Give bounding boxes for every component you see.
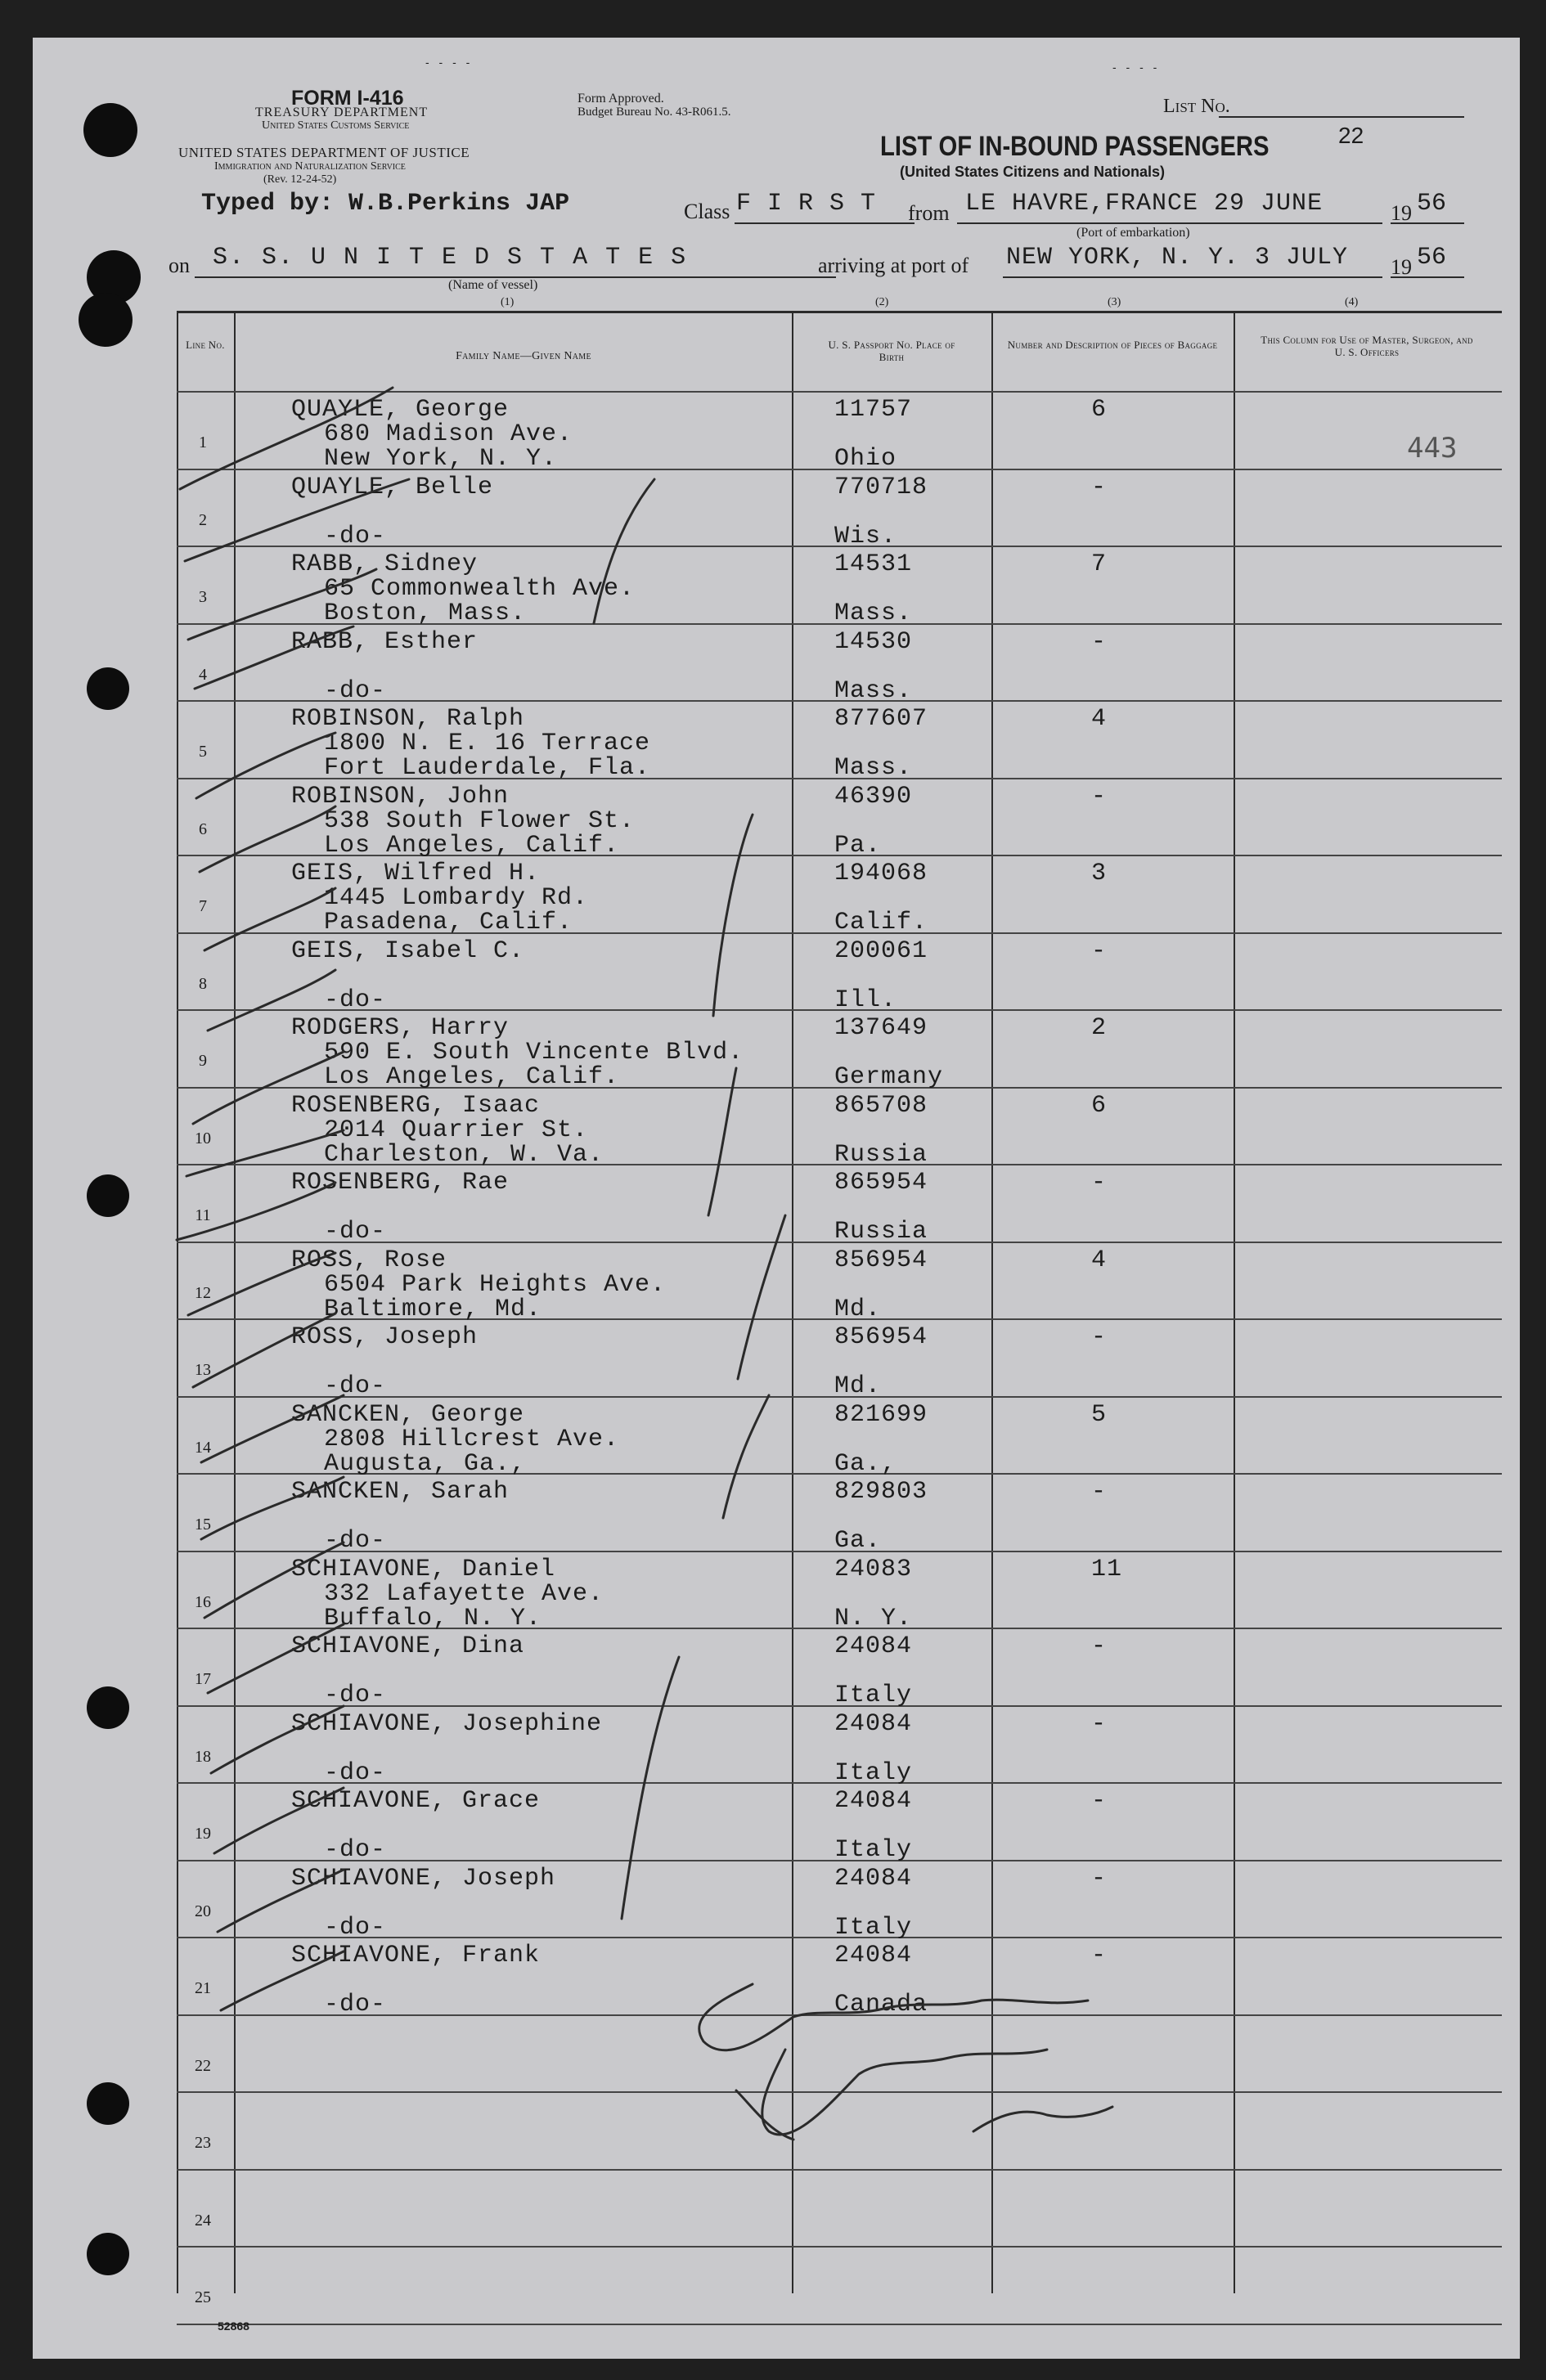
passenger-address-line1: 590 E. South Vincente Blvd.	[324, 1039, 744, 1067]
passenger-address-line2: -do-	[324, 676, 387, 705]
check-mark	[200, 806, 335, 872]
line-number: 23	[195, 2134, 211, 2152]
from-label: from	[908, 201, 950, 225]
baggage-count: -	[1091, 1709, 1108, 1738]
check-mark	[221, 1951, 344, 2010]
list-number-value: 22	[1338, 123, 1364, 148]
baggage-count: -	[1091, 1632, 1108, 1660]
passenger-address-line2: Los Angeles, Calif.	[324, 1063, 620, 1091]
passenger-name: GEIS, Wilfred H.	[291, 860, 541, 887]
check-mark	[177, 1183, 335, 1240]
passenger-address-line2: -do-	[324, 1527, 387, 1555]
check-mark	[195, 626, 353, 689]
passenger-address-line1: 538 South Flower St.	[324, 806, 636, 835]
passenger-name: ROBINSON, John	[291, 782, 510, 811]
check-mark	[214, 1788, 344, 1853]
column-number-4: (4)	[1345, 296, 1359, 308]
top-marks-right: - - - -	[1112, 61, 1161, 74]
line-number: 6	[199, 820, 207, 838]
arrival-value: NEW YORK, N. Y. 3 JULY	[1006, 244, 1349, 272]
passenger-address-line2: -do-	[324, 1218, 387, 1246]
line-number: 14	[195, 1438, 211, 1457]
check-mark	[193, 1052, 344, 1124]
passenger-address-line2: -do-	[324, 986, 387, 1014]
passenger-name: ROSENBERG, Rae	[291, 1169, 510, 1197]
baggage-count: -	[1091, 473, 1108, 501]
check-mark	[208, 1624, 344, 1693]
margin-note: 443	[1407, 432, 1458, 465]
passport-number: 24083	[834, 1555, 913, 1583]
place-of-birth: Ga.,	[834, 1449, 897, 1478]
passenger-name: SCHIAVONE, Dina	[291, 1632, 525, 1660]
line-number: 20	[195, 1902, 211, 1920]
class-value: F I R S T	[736, 190, 877, 218]
line-number: 15	[195, 1516, 211, 1534]
form-subtitle: (United States Citizens and Nationals)	[900, 164, 1166, 180]
passenger-address-line2: Buffalo, N. Y.	[324, 1604, 542, 1632]
year-value: 56	[1417, 190, 1447, 218]
passport-number: 856954	[834, 1323, 928, 1351]
passenger-address-line1: 1800 N. E. 16 Terrace	[324, 730, 651, 757]
column-header-officers: This Column for Use of Master, Surgeon, and U. S. Officers	[1261, 334, 1473, 358]
place-of-birth: Ill.	[834, 986, 897, 1014]
passport-number: 865954	[834, 1169, 928, 1197]
passenger-address-line2: Baltimore, Md.	[324, 1295, 542, 1323]
footer-code: 52868	[218, 2319, 249, 2333]
passport-number: 14531	[834, 550, 913, 578]
year-prefix: 19	[1391, 201, 1412, 225]
baggage-count: -	[1091, 782, 1108, 811]
passport-number: 821699	[834, 1400, 928, 1429]
baggage-count: -	[1091, 1864, 1108, 1893]
passport-number: 200061	[834, 936, 928, 965]
line-number: 19	[195, 1825, 211, 1843]
line-number: 16	[195, 1592, 211, 1611]
line-number: 12	[195, 1283, 211, 1302]
place-of-birth: Italy	[834, 1758, 913, 1787]
passenger-address-line2: New York, N. Y.	[324, 445, 558, 473]
vessel-caption: (Name of vessel)	[448, 278, 538, 292]
line-number: 17	[195, 1670, 211, 1688]
passport-number: 46390	[834, 782, 913, 811]
baggage-count: 4	[1091, 705, 1108, 733]
column-header-baggage: Number and Description of Pieces of Baggage	[1007, 339, 1218, 351]
check-mark	[196, 733, 335, 798]
place-of-birth: Canada	[834, 1991, 928, 2019]
line-number: 18	[195, 1747, 211, 1766]
passenger-address-line1: 65 Commonwealth Ave.	[324, 575, 636, 603]
line-number: 21	[195, 1979, 211, 1997]
passport-number: 856954	[834, 1246, 928, 1274]
passenger-name: ROBINSON, Ralph	[291, 705, 525, 733]
top-marks-left: - - - -	[425, 56, 474, 69]
baggage-count: -	[1091, 627, 1108, 656]
place-of-birth: Italy	[834, 1836, 913, 1864]
from-value: LE HAVRE,FRANCE 29 JUNE	[965, 190, 1324, 218]
passport-number: 829803	[834, 1478, 928, 1506]
check-mark	[188, 1253, 335, 1315]
passenger-name: QUAYLE, Belle	[291, 473, 494, 501]
line-number: 4	[199, 665, 207, 684]
passenger-address-line2: -do-	[324, 522, 387, 550]
vessel-value: S. S. U N I T E D S T A T E S	[213, 244, 688, 272]
line-number: 11	[195, 1206, 211, 1224]
form-number: FORM I-416	[291, 87, 404, 110]
place-of-birth: Md.	[834, 1295, 882, 1323]
place-of-birth: Wis.	[834, 522, 897, 550]
passport-number: 14530	[834, 627, 913, 656]
bracket-stroke	[738, 1215, 785, 1379]
passenger-address-line2: Boston, Mass.	[324, 599, 527, 627]
line-number: 2	[199, 510, 207, 529]
port-embarkation-caption: (Port of embarkation)	[1076, 226, 1190, 240]
place-of-birth: Mass.	[834, 599, 913, 627]
line-number: 22	[195, 2056, 211, 2075]
place-of-birth: Calif.	[834, 909, 928, 936]
bracket-stroke	[708, 1068, 736, 1215]
passenger-address-line1: 332 Lafayette Ave.	[324, 1579, 604, 1608]
column-header-passport: U. S. Passport No. Place of Birth	[828, 339, 955, 363]
list-number-label: List No.	[1163, 96, 1230, 117]
passenger-name: ROSS, Rose	[291, 1246, 447, 1274]
baggage-count: 6	[1091, 396, 1108, 424]
bracket-stroke	[594, 479, 654, 623]
baggage-count: 2	[1091, 1014, 1108, 1042]
line-number: 8	[199, 974, 207, 993]
passenger-address-line1: 2808 Hillcrest Ave.	[324, 1425, 620, 1453]
handwritten-ink	[33, 38, 1520, 2359]
passenger-name: QUAYLE, George	[291, 396, 510, 424]
baggage-count: -	[1091, 1169, 1108, 1197]
place-of-birth: N. Y.	[834, 1604, 913, 1632]
year2-prefix: 19	[1391, 255, 1412, 279]
line-number: 7	[199, 897, 207, 915]
treasury-department: TREASURY DEPARTMENT	[255, 106, 429, 119]
baggage-count: -	[1091, 1787, 1108, 1815]
baggage-count: -	[1091, 936, 1108, 965]
passport-number: 194068	[834, 860, 928, 887]
check-mark	[180, 388, 393, 489]
passport-number: 11757	[834, 396, 913, 424]
line-number: 13	[195, 1361, 211, 1379]
passport-number: 24084	[834, 1787, 913, 1815]
passenger-address-line2: -do-	[324, 1682, 387, 1709]
line-number: 1	[199, 433, 207, 451]
passport-number: 865708	[834, 1091, 928, 1120]
passenger-address-line2: Los Angeles, Calif.	[324, 831, 620, 860]
passenger-address-line2: -do-	[324, 1836, 387, 1864]
passenger-name: SANCKEN, Sarah	[291, 1478, 510, 1506]
passport-number: 24084	[834, 1709, 913, 1738]
bracket-stroke	[622, 1657, 679, 1919]
check-mark	[204, 888, 335, 950]
column-header-line-no: Line No.	[186, 339, 225, 351]
passport-number: 877607	[834, 705, 928, 733]
department-of-justice: UNITED STATES DEPARTMENT OF JUSTICE	[178, 145, 470, 160]
check-mark	[211, 1706, 344, 1773]
check-mark	[193, 1313, 335, 1387]
passenger-name: SCHIAVONE, Grace	[291, 1787, 541, 1815]
passenger-name: GEIS, Isabel C.	[291, 936, 525, 965]
place-of-birth: Ohio	[834, 445, 897, 473]
passenger-name: SCHIAVONE, Josephine	[291, 1709, 603, 1738]
baggage-count: 7	[1091, 550, 1108, 578]
inspector-signature	[699, 1984, 1112, 2140]
passenger-name: RABB, Esther	[291, 627, 479, 656]
passport-number: 770718	[834, 473, 928, 501]
baggage-count: 3	[1091, 860, 1108, 887]
form-page	[33, 38, 1520, 2359]
line-number: 3	[199, 588, 207, 606]
column-header-name: Family Name—Given Name	[456, 350, 591, 362]
passenger-name: ROSENBERG, Isaac	[291, 1091, 541, 1120]
place-of-birth: Md.	[834, 1372, 882, 1400]
passenger-address-line1: 1445 Lombardy Rd.	[324, 884, 589, 912]
place-of-birth: Russia	[834, 1218, 928, 1246]
revision-date: (Rev. 12-24-52)	[263, 173, 337, 186]
form-title: LIST OF IN-BOUND PASSENGERS	[880, 131, 1270, 162]
class-label: Class	[684, 200, 730, 223]
column-number-3: (3)	[1108, 296, 1121, 308]
place-of-birth: Pa.	[834, 831, 882, 860]
customs-service: United States Customs Service	[262, 119, 410, 132]
passenger-address-line2: -do-	[324, 1372, 387, 1400]
baggage-count: -	[1091, 1478, 1108, 1506]
passport-number: 24084	[834, 1864, 913, 1893]
year2-value: 56	[1417, 244, 1447, 272]
passenger-name: ROSS, Joseph	[291, 1323, 479, 1351]
place-of-birth: Mass.	[834, 676, 913, 705]
passenger-name: SCHIAVONE, Frank	[291, 1942, 541, 1969]
immigration-service: Immigration and Naturalization Service	[214, 160, 406, 173]
typed-by: Typed by: W.B.Perkins JAP	[201, 190, 570, 218]
baggage-count: 6	[1091, 1091, 1108, 1120]
baggage-count: 11	[1091, 1555, 1123, 1583]
place-of-birth: Germany	[834, 1063, 944, 1091]
check-mark	[187, 1130, 344, 1176]
check-mark	[201, 1477, 344, 1539]
passenger-name: SCHIAVONE, Joseph	[291, 1864, 556, 1893]
passenger-address-line2: -do-	[324, 1758, 387, 1787]
bracket-stroke	[713, 815, 753, 1016]
passport-number: 137649	[834, 1014, 928, 1042]
check-mark	[218, 1870, 344, 1932]
passenger-address-line1: 2014 Quarrier St.	[324, 1116, 589, 1144]
baggage-count: 5	[1091, 1400, 1108, 1429]
passenger-address-line2: Augusta, Ga.,	[324, 1449, 527, 1478]
line-number: 5	[199, 743, 207, 761]
passenger-address-line2: -do-	[324, 1991, 387, 2019]
place-of-birth: Italy	[834, 1682, 913, 1709]
bracket-stroke	[723, 1395, 769, 1518]
check-mark	[204, 1543, 344, 1618]
check-mark	[185, 479, 409, 561]
column-number-1: (1)	[501, 296, 515, 308]
budget-bureau-number: Budget Bureau No. 43-R061.5.	[578, 106, 731, 119]
passenger-name: SCHIAVONE, Daniel	[291, 1555, 556, 1583]
passenger-address-line2: -do-	[324, 1913, 387, 1942]
place-of-birth: Italy	[834, 1913, 913, 1942]
line-number: 10	[195, 1129, 211, 1147]
passenger-address-line1: 680 Madison Ave.	[324, 420, 573, 448]
check-mark	[208, 970, 335, 1031]
line-number: 9	[199, 1052, 207, 1070]
place-of-birth: Ga.	[834, 1527, 882, 1555]
baggage-count: -	[1091, 1323, 1108, 1351]
baggage-count: -	[1091, 1942, 1108, 1969]
passenger-name: SANCKEN, George	[291, 1400, 525, 1429]
passenger-address-line1: 6504 Park Heights Ave.	[324, 1270, 667, 1299]
check-mark	[201, 1395, 344, 1462]
arriving-label: arriving at port of	[818, 254, 969, 277]
passenger-address-line2: Fort Lauderdale, Fla.	[324, 754, 651, 782]
place-of-birth: Russia	[834, 1140, 928, 1169]
passport-number: 24084	[834, 1942, 913, 1969]
passenger-name: RABB, Sidney	[291, 550, 479, 578]
passenger-name: RODGERS, Harry	[291, 1014, 510, 1042]
line-number: 25	[195, 2288, 211, 2306]
on-label: on	[169, 254, 190, 277]
column-number-2: (2)	[875, 296, 889, 308]
passenger-address-line2: Pasadena, Calif.	[324, 909, 573, 936]
passenger-address-line2: Charleston, W. Va.	[324, 1140, 604, 1169]
baggage-count: 4	[1091, 1246, 1108, 1274]
passport-number: 24084	[834, 1632, 913, 1660]
line-number: 24	[195, 2211, 211, 2230]
form-approved: Form Approved.	[578, 92, 664, 106]
place-of-birth: Mass.	[834, 754, 913, 782]
